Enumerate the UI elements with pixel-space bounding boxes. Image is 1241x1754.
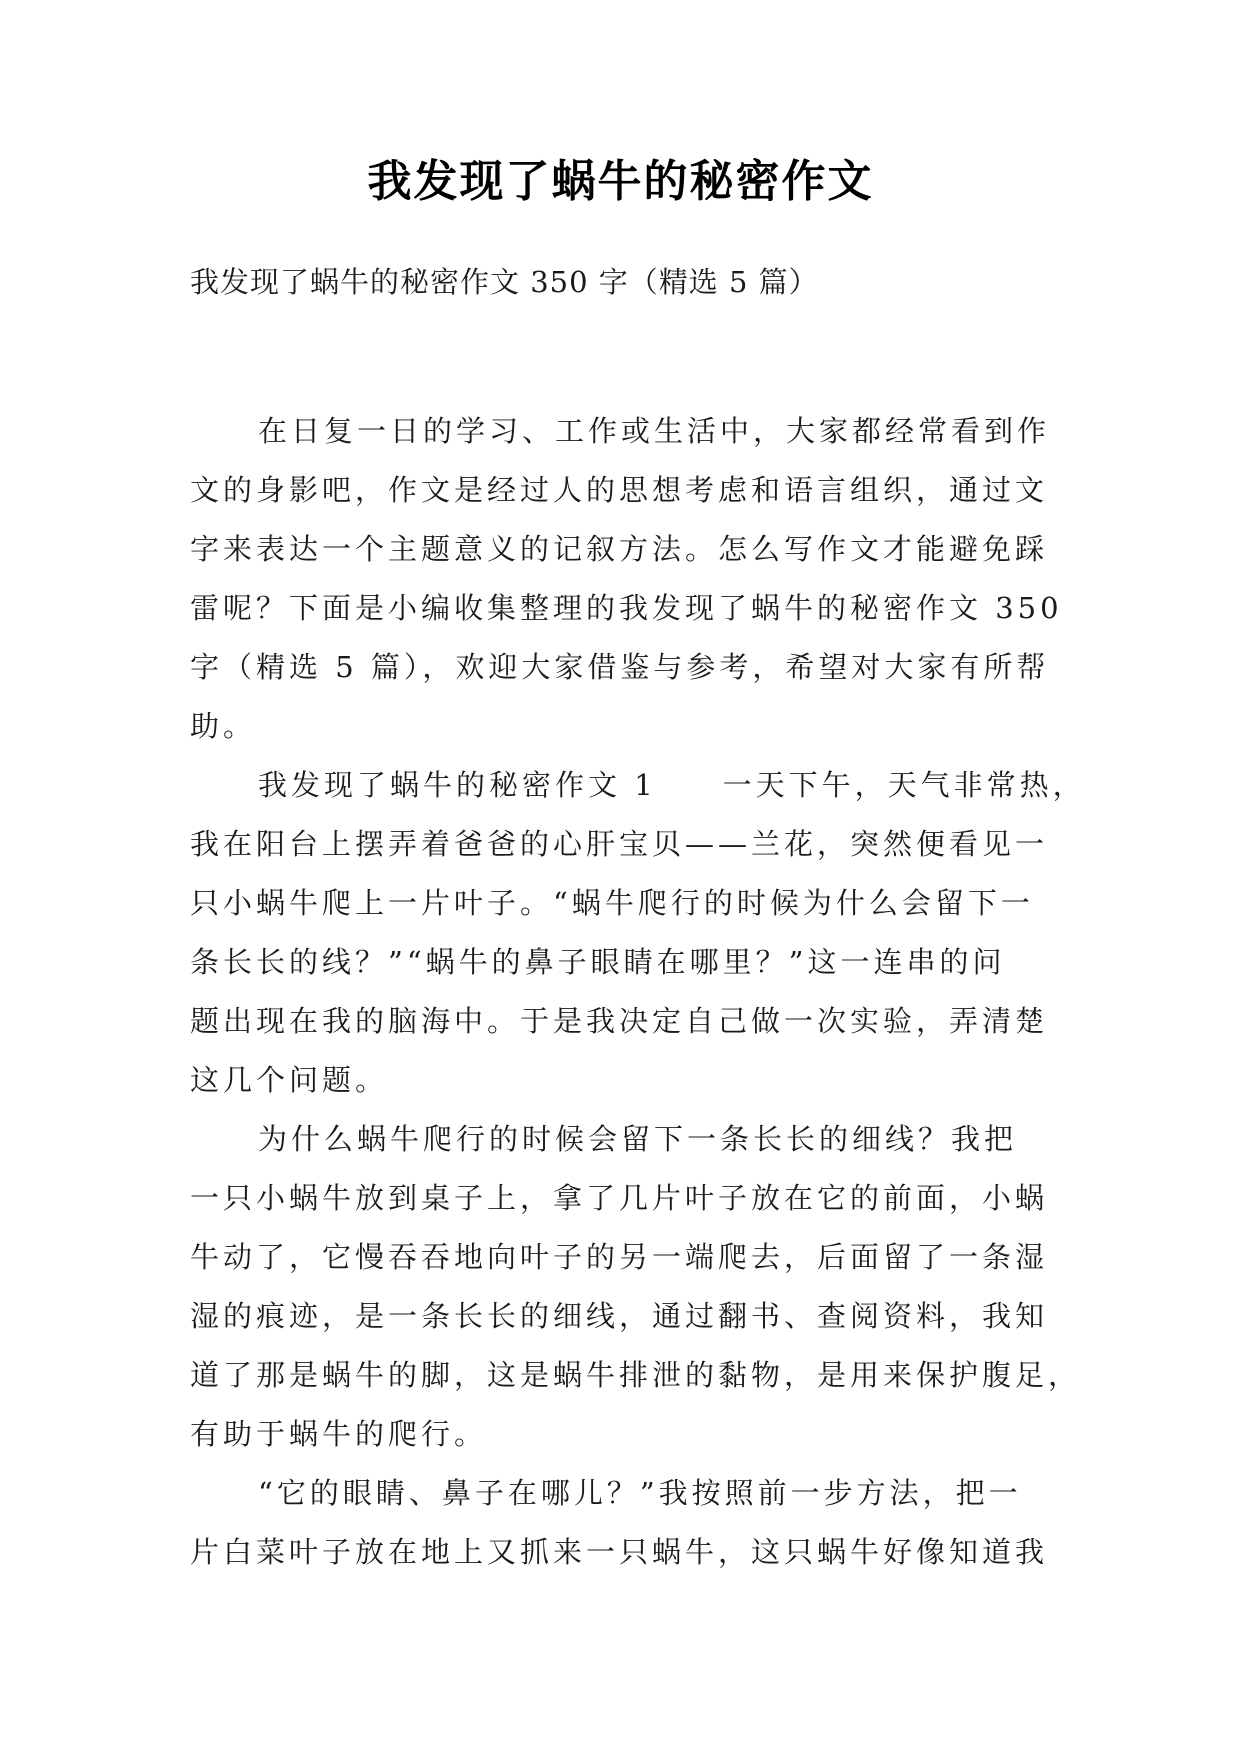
paragraph-essay-1-start xyxy=(190,756,1086,1110)
text-line: 助。 xyxy=(190,709,257,743)
text-line: 题出现在我的脑海中。于是我决定自己做一次实验，弄清楚 xyxy=(190,1004,1049,1038)
text-line: 条长长的线？”“蜗牛的鼻子眼睛在哪里？”这一连串的问 xyxy=(190,945,1006,979)
text-line: 雷呢？下面是小编收集整理的我发现了蜗牛的秘密作文 350 xyxy=(190,591,1063,625)
text-line: 我发现了蜗牛的秘密作文 1 一天下午，天气非常热， xyxy=(258,768,1086,802)
text-line: 片白菜叶子放在地上又抓来一只蜗牛，这只蜗牛好像知道我 xyxy=(190,1535,1049,1569)
paragraph-eyes-nose xyxy=(190,1464,1052,1582)
text-line: 一只小蜗牛放到桌子上，拿了几片叶子放在它的前面，小蜗 xyxy=(190,1181,1049,1215)
text-line: 湿的痕迹，是一条长长的细线，通过翻书、查阅资料，我知 xyxy=(190,1299,1049,1333)
document-subtitle: 我发现了蜗牛的秘密作文 350 字（精选 5 篇） xyxy=(190,265,819,299)
document-title: 我发现了蜗牛的秘密作文 xyxy=(367,156,874,207)
text-line: 为什么蜗牛爬行的时候会留下一条长长的细线？我把 xyxy=(258,1122,1018,1156)
text-line: 只小蜗牛爬上一片叶子。“蜗牛爬行的时候为什么会留下一 xyxy=(190,886,1034,920)
text-line: 牛动了，它慢吞吞地向叶子的另一端爬去，后面留了一条湿 xyxy=(190,1240,1049,1274)
paragraph-trail xyxy=(190,1110,1082,1464)
document-body xyxy=(190,402,1086,1582)
text-line: 字（精选 5 篇），欢迎大家借鉴与参考，希望对大家有所帮 xyxy=(190,650,1050,684)
text-line: 这几个问题。 xyxy=(190,1063,389,1097)
text-line: 字来表达一个主题意义的记叙方法。怎么写作文才能避免踩 xyxy=(190,532,1049,566)
text-line: 在日复一日的学习、工作或生活中，大家都经常看到作 xyxy=(258,414,1051,448)
text-line: “它的眼睛、鼻子在哪儿？”我按照前一步方法，把一 xyxy=(258,1476,1022,1510)
text-line: 有助于蜗牛的爬行。 xyxy=(190,1417,488,1451)
text-line: 我在阳台上摆弄着爸爸的心肝宝贝——兰花，突然便看见一 xyxy=(190,827,1049,861)
text-line: 道了那是蜗牛的脚，这是蜗牛排泄的黏物，是用来保护腹足， xyxy=(190,1358,1082,1392)
text-line: 文的身影吧，作文是经过人的思想考虑和语言组织，通过文 xyxy=(190,473,1049,507)
paragraph-intro xyxy=(190,402,1063,756)
